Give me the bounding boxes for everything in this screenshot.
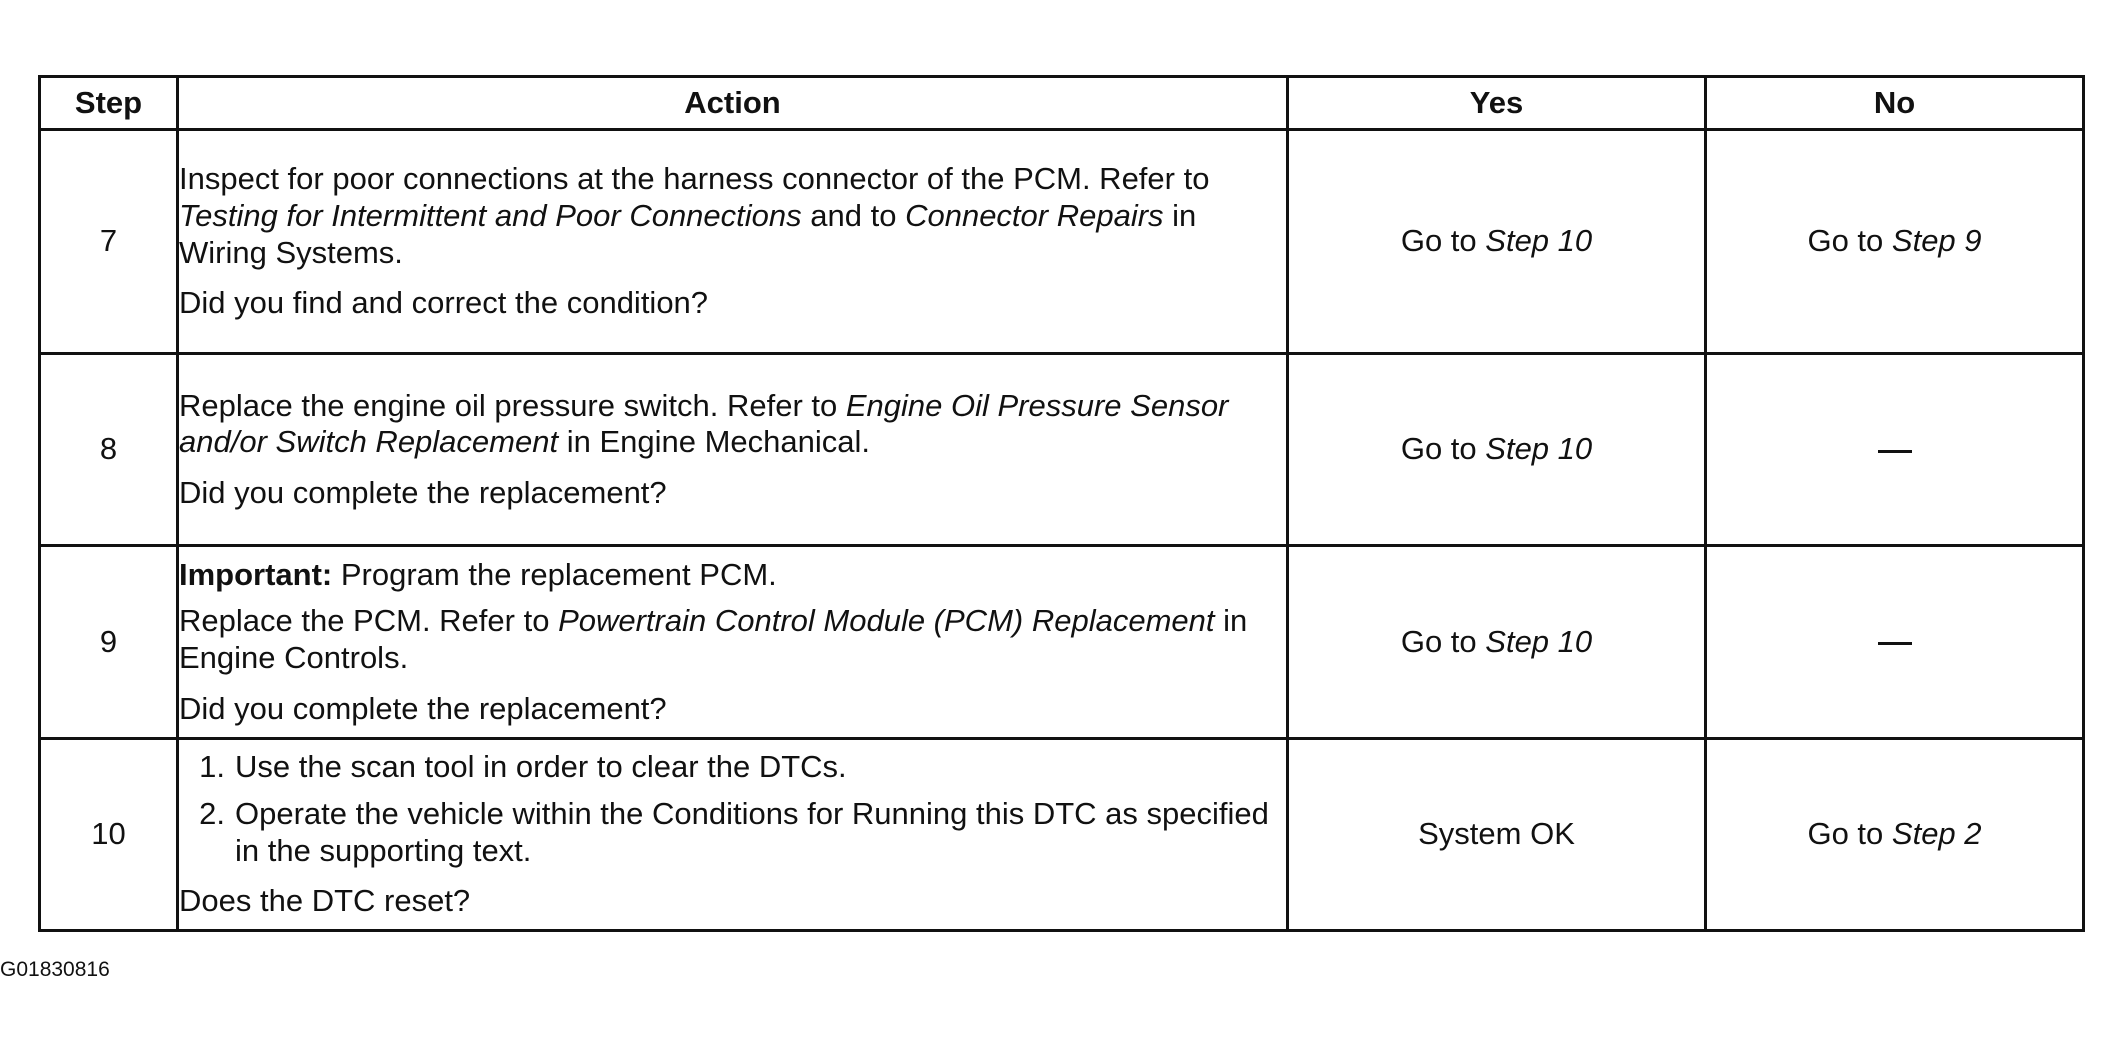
list-text: Use the scan tool in order to clear the DTCs. (235, 749, 847, 785)
reference-text: Testing for Intermittent and Poor Connections (179, 197, 802, 233)
action-cell (178, 739, 1288, 931)
action-cell (178, 546, 1288, 739)
text-segment: Replace the PCM. Refer to (179, 603, 559, 639)
table-row (40, 354, 2084, 546)
text-segment: in Engine Controls. (179, 603, 1248, 675)
step-number: 9 (40, 546, 178, 739)
figure-id: G01830816 (0, 958, 110, 981)
action-question: Does the DTC reset? (179, 883, 471, 919)
action-question: Did you find and correct the condition? (179, 285, 709, 321)
yes-result (1288, 739, 1706, 931)
header-row (40, 77, 2084, 130)
table-row (40, 546, 2084, 739)
action-paragraph (179, 557, 1286, 594)
text-segment: Go to (1400, 623, 1486, 659)
no-result (1706, 739, 2084, 931)
action-question: Did you complete the replacement? (179, 690, 667, 726)
text-segment: Go to (1807, 223, 1892, 259)
header-step: Step (40, 77, 178, 130)
action-paragraph (179, 388, 1286, 461)
no-result (1706, 546, 2084, 739)
list-number: 2. (199, 795, 225, 831)
diagnostic-table (38, 75, 2085, 932)
text-segment: Inspect for poor connections at the harness connector of the PCM. Refer to (179, 161, 1210, 197)
text-segment: Go to (1807, 816, 1892, 852)
list-text: Operate the vehicle within the Conditions for Running this DTC as specified in the supporting text. (235, 795, 1269, 868)
text-segment: Program the replacement PCM. (332, 556, 777, 592)
text-segment: Go to (1400, 223, 1486, 259)
not-applicable-dash (1878, 642, 1912, 645)
reference-text: Step 10 (1485, 623, 1593, 659)
table-body (40, 130, 2084, 931)
step-number: 8 (40, 354, 178, 546)
reference-text: Powertrain Control Module (PCM) Replacement (558, 603, 1215, 639)
emphasis-label: Important: (179, 556, 333, 592)
header-action: Action (178, 77, 1288, 130)
reference-text: Step 10 (1485, 431, 1593, 467)
table-row (40, 739, 2084, 931)
text-segment: and to (801, 197, 906, 233)
header-no: No (1706, 77, 2084, 130)
step-number: 10 (40, 739, 178, 931)
action-list-item (179, 796, 1286, 869)
no-result (1706, 130, 2084, 354)
text-segment: Go to (1400, 431, 1486, 467)
reference-text: Engine Oil Pressure Sensor and/or Switch Replacement (179, 387, 1229, 460)
no-result (1706, 354, 2084, 546)
reference-text: Step 9 (1891, 223, 1982, 259)
action-paragraph (179, 603, 1286, 676)
list-number: 1. (199, 749, 225, 785)
text-segment: in Wiring Systems. (179, 197, 1197, 270)
yes-result (1288, 546, 1706, 739)
yes-result (1288, 354, 1706, 546)
text-segment: Replace the engine oil pressure switch. Refer to (179, 387, 846, 423)
not-applicable-dash (1878, 450, 1912, 453)
header-yes: Yes (1288, 77, 1706, 130)
action-cell (178, 130, 1288, 354)
step-number: 7 (40, 130, 178, 354)
reference-text: Connector Repairs (905, 197, 1164, 233)
text-segment: in Engine Mechanical. (558, 424, 871, 460)
text-segment: System OK (1418, 816, 1575, 852)
action-paragraph (179, 161, 1286, 271)
table-row (40, 130, 2084, 354)
action-list-item (179, 749, 1286, 786)
action-cell (178, 354, 1288, 546)
action-question: Did you complete the replacement? (179, 474, 667, 510)
reference-text: Step 10 (1485, 223, 1593, 259)
yes-result (1288, 130, 1706, 354)
reference-text: Step 2 (1891, 816, 1982, 852)
